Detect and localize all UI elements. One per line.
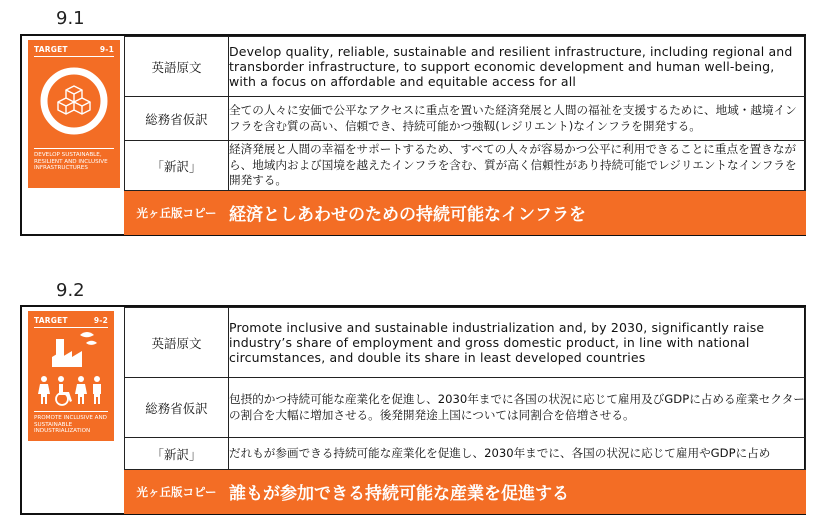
target-block-9-2	[20, 305, 806, 515]
row-label-hikarigaoka-copy: 光ヶ丘版コピー	[125, 191, 229, 235]
badge-target-number: 9-2	[93, 316, 108, 325]
target-table-9-1	[124, 36, 806, 235]
english-original-text: Develop quality, reliable, sustainable and resilient infrastructure, including regional and transborder infrastructure, to support economic development and human well-being, with a focus on affordable and equitable access for all	[229, 44, 793, 89]
mic-translation-text: 包摂的かつ持続可能な産業化を促進し、2030年までに各国の状況に応じて雇用及びGDPに占める産業セクターの割合を大幅に増加させる。後発開発途上国については同割合を倍増させる。	[229, 378, 806, 438]
new-translation-text: 経済発展と人間の幸福をサポートするため、すべての人々が容易かつ公平に利用できることに重点を置きながら、地域内および国境を越えたインフラを含む、質が高く信頼性があり持続可能でレジリエントなインフラを開発する。	[229, 141, 806, 191]
hikarigaoka-copy-text: 誰もが参加できる持続可能な産業を促進する	[229, 470, 806, 514]
badge-target-label: TARGET	[34, 316, 68, 325]
target-number-9-1: 9.1	[56, 8, 85, 29]
sdg-badge-9-2	[28, 311, 114, 441]
new-translation-text: だれもが参画できる持続可能な産業化を促進し、2030年までに、各国の状況に応じて雇用やGDPに占め	[229, 438, 806, 470]
english-original-text: Promote inclusive and sustainable industrialization and, by 2030, significantly raise industry’s share of employment and gross domestic product, in line with national circumstances, and double its share in least developed countries	[229, 320, 765, 365]
target-block-9-1	[20, 34, 806, 236]
row-label-hikarigaoka-copy: 光ヶ丘版コピー	[125, 470, 229, 514]
factory-people-icon	[34, 329, 108, 409]
sdg-badge-9-1	[28, 40, 120, 188]
row-label-new-translation: 「新訳」	[125, 141, 229, 191]
badge-caption: DEVELOP SUSTAINABLE, RESILIENT AND INCLUSIVE INFRASTRUCTURES	[34, 152, 108, 172]
target-table-9-2	[124, 307, 806, 514]
infrastructure-cubes-icon	[39, 66, 109, 136]
badge-target-number: 9-1	[99, 45, 114, 54]
hikarigaoka-copy-text: 経済としあわせのための持続可能なインフラを	[229, 191, 806, 235]
badge-caption: PROMOTE INCLUSIVE AND SUSTAINABLE INDUSTRIALIZATION	[34, 415, 107, 435]
badge-target-label: TARGET	[34, 45, 68, 54]
row-label-mic-translation: 総務省仮訳	[125, 378, 229, 438]
row-label-english: 英語原文	[125, 37, 229, 97]
mic-translation-text: 全ての人々に安価で公平なアクセスに重点を置いた経済発展と人間の福祉を支援するために、地域・越境インフラを含む質の高い、信頼でき、持続可能かつ強靱(レジリエント)なインフラを開発する。	[229, 97, 806, 141]
row-label-new-translation: 「新訳」	[125, 438, 229, 470]
target-number-9-2: 9.2	[56, 280, 85, 301]
row-label-mic-translation: 総務省仮訳	[125, 97, 229, 141]
row-label-english: 英語原文	[125, 308, 229, 378]
